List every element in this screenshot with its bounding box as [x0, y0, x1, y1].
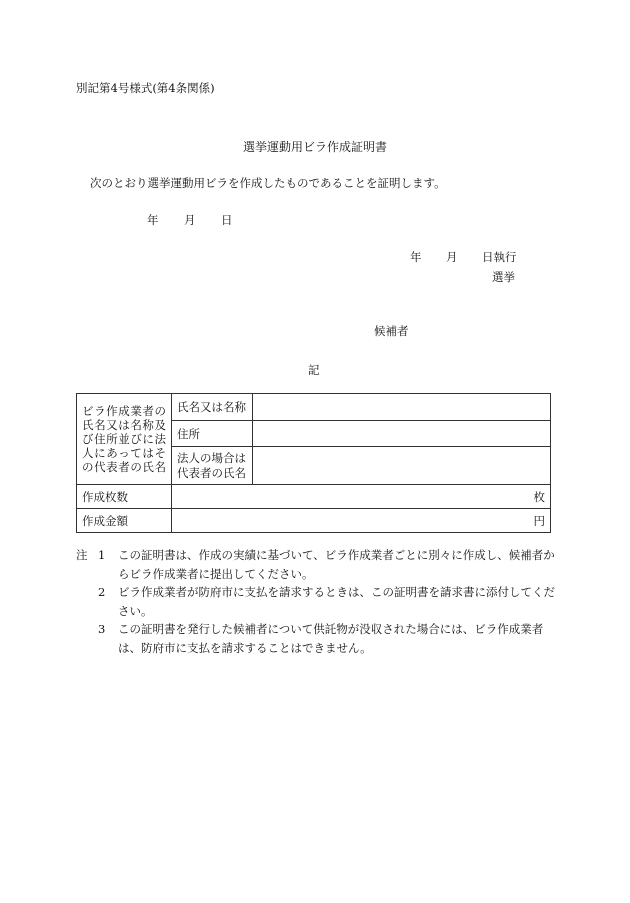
election-date-year: 年	[410, 250, 422, 264]
representative-value-field[interactable]	[253, 447, 551, 485]
table-row	[77, 394, 551, 421]
name-value-field[interactable]	[253, 394, 551, 421]
certification-statement: 次のとおり選挙運動用ビラを作成したものであることを証明します。	[90, 176, 446, 190]
address-label: 住所	[172, 421, 253, 447]
table-row	[77, 509, 551, 533]
election-date-day-held: 日執行	[482, 250, 517, 264]
note-number: 1	[98, 548, 106, 562]
amount-label: 作成金額	[77, 509, 172, 533]
note-text: この証明書を発行した候補者について供託物が没収された場合には、ビラ作成業者は、防府市に支払を請求することはできません。	[118, 622, 544, 655]
election-date-month: 月	[446, 250, 458, 264]
details-table	[76, 393, 551, 533]
issue-date-day: 日	[221, 213, 233, 227]
name-label: 氏名又は名称	[172, 394, 253, 421]
maker-label: ビラ作成業者の氏名又は名称及び住所並びに法人にあってはその代表者の氏名	[77, 394, 172, 485]
document-title: 選挙運動用ビラ作成証明書	[242, 140, 387, 154]
election-label: 選挙	[492, 270, 515, 284]
note-text: ビラ作成業者が防府市に支払を請求するときは、この証明書を請求書に添付してください。	[118, 585, 555, 618]
address-value-field[interactable]	[253, 421, 551, 447]
candidate-label: 候補者	[374, 324, 409, 338]
note-item	[76, 583, 556, 620]
count-label: 作成枚数	[77, 485, 172, 509]
notes-label: 注	[76, 548, 88, 562]
note-item	[76, 620, 556, 657]
table-row	[77, 485, 551, 509]
note-item	[76, 546, 556, 583]
issue-date-year: 年	[147, 213, 159, 227]
issue-date-month: 月	[184, 213, 196, 227]
amount-unit[interactable]: 円	[172, 509, 551, 533]
representative-label: 法人の場合は代表者の氏名	[172, 447, 253, 485]
count-unit[interactable]: 枚	[172, 485, 551, 509]
note-text: この証明書は、作成の実績に基づいて、ビラ作成業者ごとに別々に作成し、候補者からビラ作成業者に提出してください。	[118, 548, 555, 581]
form-reference: 別記第4号様式(第4条関係)	[76, 81, 215, 95]
note-number: 3	[98, 622, 106, 636]
notes-section	[76, 546, 556, 657]
ki-label: 記	[308, 363, 320, 377]
note-number: 2	[98, 585, 106, 599]
